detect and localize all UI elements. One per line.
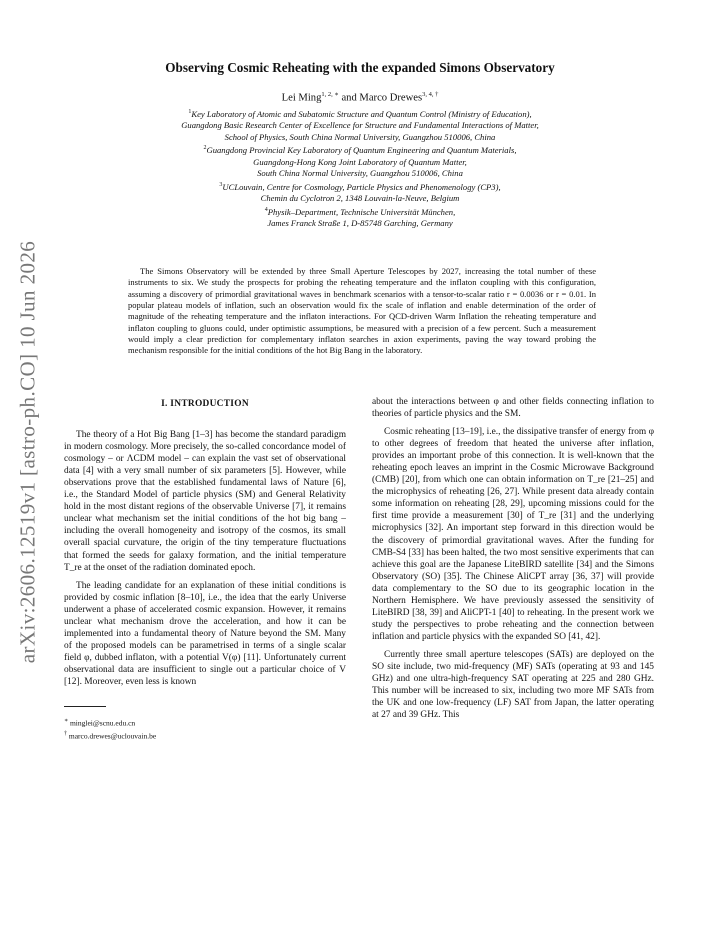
affiliation-line	[80, 143, 640, 156]
footnote	[64, 729, 346, 742]
footnote-email-link[interactable]: marco.drewes@uclouvain.be	[68, 731, 157, 741]
author-affil-mark: 3, 4, †	[422, 91, 439, 98]
footnote	[64, 716, 346, 729]
affil-text: Key Laboratory of Atomic and Subatomic Structure and Quantum Control (Ministry of Education),	[191, 108, 532, 119]
author-name: Lei Ming	[281, 92, 322, 104]
affiliations	[80, 107, 640, 229]
footnote-mark: †	[64, 730, 67, 737]
affil-mark: 2	[203, 145, 207, 152]
affil-text: Guangdong Basic Research Center of Excellence for Structure and Fundamental Interactions of Matter,	[181, 120, 539, 131]
affiliation-line	[80, 157, 640, 169]
section-heading: I. INTRODUCTION	[161, 399, 249, 409]
arxiv-id: arXiv:2606.12519v1 [astro-ph.CO] 10 Jun 2026	[15, 240, 40, 664]
affil-mark: 3	[219, 181, 223, 188]
paragraph: Cosmic reheating [13–19], i.e., the dissipative transfer of energy from φ to other degrees of freedom that heated the universe after inflation, provides an important probe of this connection. It is well-known that the reheating epoch leaves an imprint in the Cosmic Microwave Background (CMB) [20], from which one can obtain information on T_re [21–25] and the microphysics of reheating [26, 27]. While present data already contain some information on reheating [28, 29], upcoming missions could for the first time provide a measurement [30] of T_re [31] and the underlying microphysics [32]. An important step forward in this direction would be the discovery of primordial gravitational waves. After the funding for CMB-S4 [33] has been halted, the two most sensitive experiments that can achieve this goal are the Japanese LiteBIRD satellite [34] and the Simons Observatory (SO) [35]. The Chinese AliCPT array [36, 37] will provide data complementary to the SO due to its geographic location in the Northern Hemisphere. We have previously assessed the sensitivity of LiteBIRD [38, 39] and AliCPT-1 [40] to reheating. In the present work we study the perspectives to probe reheating and the connection between inflation and particle physics with the expanded SO [41, 42].	[372, 427, 654, 642]
affiliation-line	[80, 218, 640, 230]
author-affil-mark: 1, 2, ∗	[321, 91, 339, 98]
left-column	[64, 396, 346, 741]
affiliation-line	[80, 168, 640, 180]
footnote-rule	[64, 706, 106, 707]
affil-text: Physik–Department, Technische Universität München,	[267, 206, 456, 217]
affiliation-line	[80, 107, 640, 120]
affil-text: UCLouvain, Centre for Cosmology, Particle Physics and Phenomenology (CP3),	[222, 181, 501, 192]
paragraph: Currently three small aperture telescopes (SATs) are deployed on the SO site include, two mid-frequency (MF) SATs (operating at 93 and 145 GHz) and one ultra-high-frequency SAT operating at 225 and 280 GHz. This number will be increased to six, including two more MF SATs from the UK and one low-frequency (LF) SAT from Japan, the latter operating at 27 and 39 GHz. This	[372, 649, 654, 721]
affiliation-line	[80, 180, 640, 193]
affil-text: James Franck Straße 1, D-85748 Garching, Germany	[267, 217, 453, 228]
affil-text: South China Normal University, Guangzhou 510006, China	[257, 168, 463, 179]
footnote-email-link[interactable]: minglei@scnu.edu.cn	[69, 718, 136, 728]
affil-text: Guangdong-Hong Kong Joint Laboratory of Quantum Matter,	[253, 156, 467, 167]
arxiv-sidebar-stamp	[8, 232, 48, 672]
abstract: The Simons Observatory will be extended by three Small Aperture Telescopes by 2027, increasing the total number of these instruments to six. We study the prospects for probing the reheating temperature and the inflaton coupling with this configuration, assuming a discovery of primordial gravitational waves in benchmark scenarios with a tensor-to-scalar ratio r = 0.0036 or r = 0.01. In popular plateau models of inflation, such an observation would fix the scale of inflation and enable determination of the order of magnitude of the reheating temperature and the inflaton interactions. For QCD-driven Warm Inflation the reheating temperature and inflaton coupling to gluons could, under optimistic assumptions, be measured with a precision of a few percent. Such a measurement would imply a clear prediction for complementary inflaton searches in axion experiments, paving the way toward probing the mechanism responsible for the initial conditions of the hot Big Bang in the laboratory.	[128, 266, 596, 356]
affil-text: Chemin du Cyclotron 2, 1348 Louvain-la-Neuve, Belgium	[260, 193, 460, 204]
affil-text: School of Physics, South China Normal University, Guangzhou 510006, China	[224, 131, 496, 142]
paper-title: Observing Cosmic Reheating with the expanded Simons Observatory	[165, 60, 555, 75]
affil-mark: 1	[188, 109, 192, 115]
affiliation-line	[80, 132, 640, 144]
author-line	[60, 90, 660, 104]
paragraph: The leading candidate for an explanation of these initial conditions is provided by cosmic inflation [8–10], i.e., the idea that the early Universe underwent a phase of accelerated cosmic expansion. However, it remains unclear what mechanism drove the acceleration, and how it can be implemented into a fundamental theory of Nature beyond the SM. Many of the proposed models can be parametrised in terms of a single scalar field φ, dubbed inflaton, with a potential V(φ) [11]. Unfortunately current observational data are insufficient to single out a particular choice of V [12]. Moreover, even less is known	[64, 580, 346, 687]
paragraph: about the interactions between φ and other fields connecting inflation to theories of particle physics and the SM.	[372, 397, 654, 420]
right-column	[372, 396, 654, 727]
affiliation-line	[80, 205, 640, 218]
footnote-mark: ∗	[64, 718, 69, 725]
affil-text: Guangdong Provincial Key Laboratory of Quantum Engineering and Quantum Materials,	[206, 145, 517, 156]
author-conjunction: and	[341, 92, 357, 104]
affiliation-line	[80, 120, 640, 132]
paragraph: The theory of a Hot Big Bang [1–3] has become the standard paradigm in modern cosmology. More precisely, the so-called concordance model of cosmology – or ΛCDM model – can explain the vast set of observational data [4] with a very small number of six parameters [5]. However, while observations prove that the established fundamental laws of Nature [6], i.e., the Standard Model of particle physics (SM) and General Relativity hold in the most distant regions of the observable Universe [7], it remains unclear what mechanism set the initial conditions of the hot big bang – including the overall homogeneity and isotropy of the cosmos, its small overall spacial curvature, the origin of the tiny temperature fluctuations that formed the seeds for galaxy formation, and the initial temperature T_re at the onset of the radiation dominated epoch.	[64, 430, 346, 573]
author-name: Marco Drewes	[359, 92, 423, 104]
affil-mark: 4	[264, 206, 268, 213]
affiliation-line	[80, 193, 640, 205]
